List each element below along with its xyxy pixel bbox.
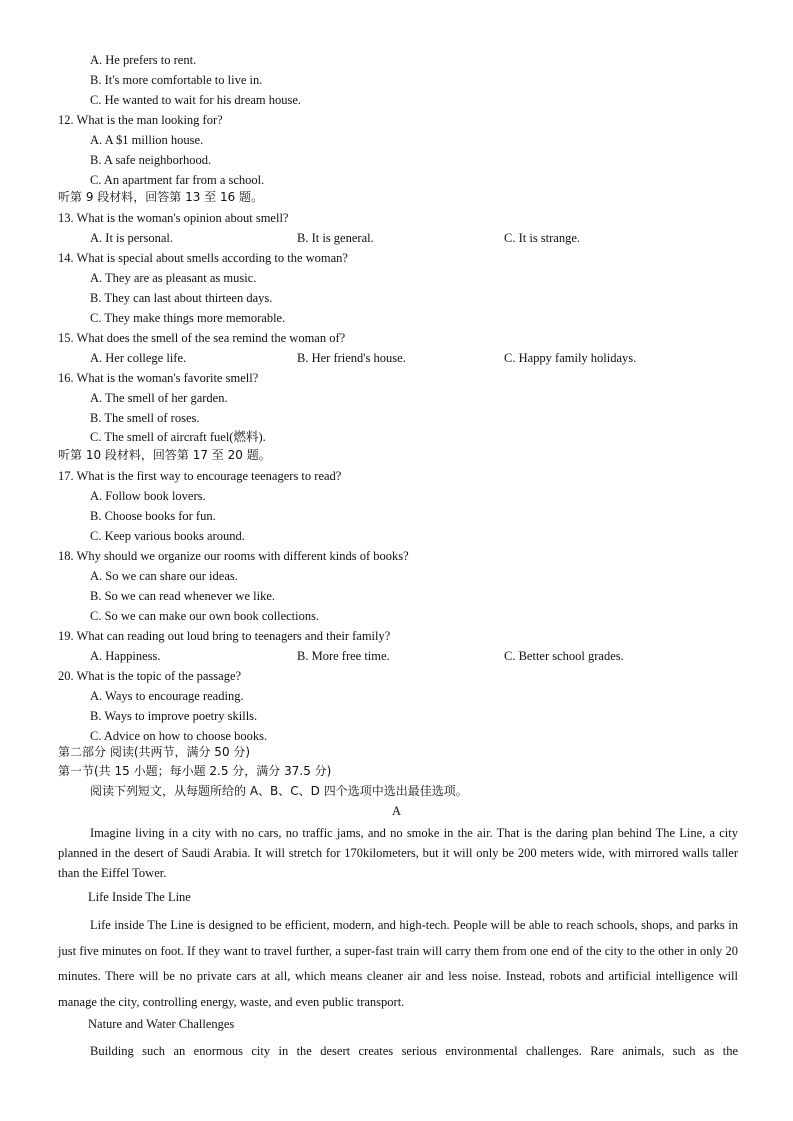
q20-stem: 20. What is the topic of the passage? — [58, 669, 242, 683]
intro-text: Imagine living in a city with no cars, no traffic jams, and no smoke in the air. That is the daring plan behind The Line, a city planned in the desert of Saudi Arabia. It will stretch for 170kilometers, but it will only be 200 meters wide, with mirrored walls taller than the Eiffel Tower. — [58, 826, 738, 880]
q13-option-a: A. It is personal. — [90, 231, 173, 245]
subheading-nature-water: Nature and Water Challenges — [88, 1017, 235, 1031]
section-9-instruction: 听第 9 段材料，回答第 13 至 16 题。 — [58, 190, 264, 204]
passage-paragraph-3 — [58, 1041, 738, 1081]
q20-option-a: A. Ways to encourage reading. — [90, 689, 244, 703]
part-2-heading: 第二部分 阅读(共两节，满分 50 分) — [58, 745, 251, 759]
q16-option-a: A. The smell of her garden. — [90, 391, 228, 405]
q14-stem: 14. What is special about smells according to the woman? — [58, 251, 348, 265]
q16-stem: 16. What is the woman's favorite smell? — [58, 371, 259, 385]
q14-option-a: A. They are as pleasant as music. — [90, 271, 257, 285]
q15-option-c: C. Happy family holidays. — [504, 351, 637, 365]
q18-option-a: A. So we can share our ideas. — [90, 569, 238, 583]
q15-stem: 15. What does the smell of the sea remind the woman of? — [58, 331, 346, 345]
paragraph-2-text: Life inside The Line is designed to be efficient, modern, and high-tech. People will be able to reach schools, shops, and parks in just five minutes on foot. If they want to travel further, a super-fast train will carry them from one end of the city to the other in only 20 minutes. There will be no private cars at all, which means cleaner air and less noise. Instead, robots and artificial intelligence will manage the city, controlling energy, waste, and even public transport. — [58, 918, 738, 1009]
q18-option-b: B. So we can read whenever we like. — [90, 589, 275, 603]
q19-option-b: B. More free time. — [297, 649, 390, 663]
q19-option-c: C. Better school grades. — [504, 649, 624, 663]
q11-option-a: A. He prefers to rent. — [90, 53, 197, 67]
passage-label: A — [391, 804, 402, 818]
q19-option-a: A. Happiness. — [90, 649, 161, 663]
q17-option-c: C. Keep various books around. — [90, 529, 245, 543]
section-10-instruction: 听第 10 段材料，回答第 17 至 20 题。 — [58, 448, 271, 462]
passage-intro-paragraph — [58, 823, 738, 883]
q13-option-c: C. It is strange. — [504, 231, 581, 245]
q18-stem: 18. Why should we organize our rooms with different kinds of books? — [58, 549, 409, 563]
q15-option-a: A. Her college life. — [90, 351, 187, 365]
q11-option-b: B. It's more comfortable to live in. — [90, 73, 263, 87]
q17-option-a: A. Follow book lovers. — [90, 489, 206, 503]
q16-option-c: C. The smell of aircraft fuel(燃料). — [90, 430, 266, 444]
section-1-heading: 第一节(共 15 小题；每小题 2.5 分，满分 37.5 分) — [58, 764, 332, 778]
q12-option-c: C. An apartment far from a school. — [90, 173, 265, 187]
q16-option-b: B. The smell of roses. — [90, 411, 200, 425]
q20-option-c: C. Advice on how to choose books. — [90, 729, 268, 743]
q17-option-b: B. Choose books for fun. — [90, 509, 216, 523]
q14-option-b: B. They can last about thirteen days. — [90, 291, 273, 305]
q12-stem: 12. What is the man looking for? — [58, 113, 223, 127]
q12-option-a: A. A $1 million house. — [90, 133, 204, 147]
q12-option-b: B. A safe neighborhood. — [90, 153, 212, 167]
q14-option-c: C. They make things more memorable. — [90, 311, 286, 325]
q15-option-b: B. Her friend's house. — [297, 351, 406, 365]
q20-option-b: B. Ways to improve poetry skills. — [90, 709, 258, 723]
reading-instruction: 阅读下列短文，从每题所给的 A、B、C、D 四个选项中选出最佳选项。 — [90, 784, 468, 798]
q13-option-b: B. It is general. — [297, 231, 374, 245]
q18-option-c: C. So we can make our own book collections. — [90, 609, 320, 623]
q17-stem: 17. What is the first way to encourage teenagers to read? — [58, 469, 342, 483]
q13-stem: 13. What is the woman's opinion about smell? — [58, 211, 289, 225]
q19-stem: 19. What can reading out loud bring to teenagers and their family? — [58, 629, 391, 643]
subheading-life-inside: Life Inside The Line — [88, 890, 191, 904]
q11-option-c: C. He wanted to wait for his dream house. — [90, 93, 302, 107]
paragraph-3-text: Building such an enormous city in the desert creates serious environmental challenges. Rare animals, such as the — [90, 1044, 738, 1058]
passage-paragraph-2 — [58, 913, 738, 1015]
